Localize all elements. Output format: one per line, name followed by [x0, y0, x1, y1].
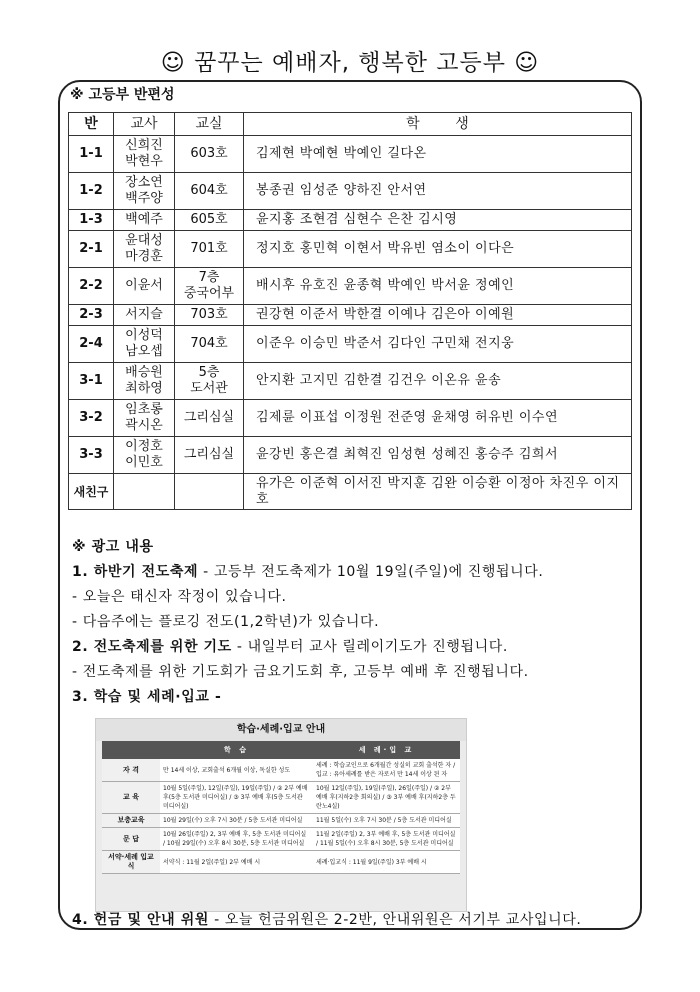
class-teachers — [114, 326, 175, 363]
class-room — [175, 474, 244, 510]
teacher-name: 곽시온 — [125, 418, 163, 433]
poster-row-b: 11월 2일(주일) 2, 3부 예배 후, 5층 도서관 미디어실 / 11월 5일(수) 오후 8시 30분, 5층 도서관 미디어실 — [313, 828, 460, 851]
class-room — [175, 305, 244, 326]
poster-row-b: 세례·입교식 : 11월 9일(주일) 3부 예배 시 — [313, 851, 460, 874]
class-students: 안지환 고지민 김한결 김건우 이온유 윤송 — [244, 363, 632, 400]
notice-1-text: - 고등부 전도축제가 10월 19일(주일)에 진행됩니다. — [198, 564, 544, 580]
class-room — [175, 268, 244, 305]
room-name: 704호 — [190, 336, 228, 351]
class-students: 김제현 박예현 박예인 길다온 — [244, 136, 632, 173]
class-room — [175, 437, 244, 474]
class-ban: 새친구 — [69, 474, 114, 510]
class-ban: 3-2 — [69, 400, 114, 437]
class-students: 정지호 홍민혁 이현서 박유빈 염소이 이다은 — [244, 231, 632, 268]
class-room — [175, 400, 244, 437]
class-row — [69, 231, 632, 268]
teacher-name: 최하영 — [125, 381, 163, 396]
class-room — [175, 210, 244, 231]
teacher-name: 백예주 — [125, 212, 163, 227]
poster-row-label: 보충교육 — [102, 814, 160, 828]
teacher-name: 남오셉 — [125, 344, 163, 359]
teacher-name: 윤대성 — [125, 233, 163, 248]
class-room — [175, 173, 244, 210]
poster-row-label: 문 답 — [102, 828, 160, 851]
poster-row-label: 교 육 — [102, 782, 160, 814]
class-teachers — [114, 437, 175, 474]
poster-corner — [102, 741, 160, 759]
room-name: 5층 — [198, 365, 220, 380]
class-room — [175, 231, 244, 268]
class-students: 배시후 유호진 윤종혁 박예인 박서윤 정예인 — [244, 268, 632, 305]
teacher-name: 마경훈 — [125, 249, 163, 264]
page-title: ☺ 꿈꾸는 예배자, 행복한 고등부 ☺ — [160, 50, 540, 76]
class-ban: 2-3 — [69, 305, 114, 326]
class-row — [69, 474, 632, 510]
room-name: 7층 — [198, 270, 220, 285]
teacher-name: 박현우 — [125, 154, 163, 169]
room-name: 그리심실 — [183, 447, 235, 462]
room-name: 703호 — [190, 307, 228, 322]
class-teachers — [114, 363, 175, 400]
class-teachers — [114, 305, 175, 326]
notice-7 — [72, 909, 581, 929]
class-teachers — [114, 474, 175, 510]
teacher-name: 서지슬 — [125, 307, 163, 322]
poster-row-b: 11월 5일(수) 오후 7시 30분 / 5층 도서관 미디어실 — [313, 814, 460, 828]
poster-col-a: 학 습 — [160, 741, 313, 759]
poster-row-a: 10월 29일(수) 오후 7시 30분 / 5층 도서관 미디어실 — [160, 814, 313, 828]
room-name: 도서관 — [190, 381, 228, 396]
col-students: 학 생 — [244, 113, 632, 136]
poster-row-a: 서약식 : 11월 2일(주일) 2부 예배 시 — [160, 851, 313, 874]
room-name: 중국어부 — [183, 286, 235, 301]
notice-2: - 오늘은 태신자 작정이 있습니다. — [72, 589, 287, 605]
notice-1 — [72, 561, 543, 581]
class-row — [69, 268, 632, 305]
notice-4-title: 2. 전도축제를 위한 기도 — [72, 639, 232, 655]
baptism-info-poster — [95, 718, 467, 912]
class-table-header — [69, 113, 632, 136]
class-teachers — [114, 210, 175, 231]
room-name: 603호 — [190, 146, 228, 161]
poster-row — [102, 782, 460, 814]
class-row — [69, 173, 632, 210]
class-teachers — [114, 231, 175, 268]
class-table — [68, 112, 632, 510]
class-students: 권강현 이준서 박한결 이예나 김은아 이예원 — [244, 305, 632, 326]
poster-row-a: 10월 5일(주일), 12일(주일), 19일(주일) / ② 2부 예배 후(5층 도서관 미디어실) / ③ 3부 예배 후(5층 도서관 미디어실) — [160, 782, 313, 814]
room-name: 701호 — [190, 241, 228, 256]
class-ban: 1-2 — [69, 173, 114, 210]
poster-col-b: 세 례·입 교 — [313, 741, 460, 759]
class-row — [69, 326, 632, 363]
teacher-name: 신희진 — [125, 138, 163, 153]
class-teachers — [114, 136, 175, 173]
class-teachers — [114, 268, 175, 305]
class-teachers — [114, 173, 175, 210]
notice-1-title: 1. 하반기 전도축제 — [72, 564, 199, 580]
teacher-name: 배승원 — [125, 365, 163, 380]
room-name: 605호 — [190, 212, 228, 227]
notice-heading-text: ※ 광고 내용 — [72, 539, 154, 555]
class-ban: 3-1 — [69, 363, 114, 400]
class-room — [175, 136, 244, 173]
class-section-heading: ※ 고등부 반편성 — [70, 87, 175, 103]
class-students: 이준우 이승민 박준서 김다인 구민채 전지웅 — [244, 326, 632, 363]
class-students: 김제륜 이표섭 이정원 전준영 윤채영 허유빈 이수연 — [244, 400, 632, 437]
poster-row-b: 10월 12일(주일), 19일(주일), 26일(주일) / ② 2부 예배 후(지하2층 회의실) / ③ 3부 예배 후(지하2층 두란노4실) — [313, 782, 460, 814]
notice-4-text: - 내일부터 교사 릴레이기도가 진행됩니다. — [231, 639, 508, 655]
class-row — [69, 210, 632, 231]
teacher-name: 이민호 — [125, 455, 163, 470]
class-row — [69, 136, 632, 173]
poster-table — [102, 741, 460, 874]
class-students: 봉종권 임성준 양하진 안서연 — [244, 173, 632, 210]
room-name: 그리심실 — [183, 410, 235, 425]
class-students: 윤강빈 홍은결 최혁진 임성현 성혜진 홍승주 김희서 — [244, 437, 632, 474]
notice-5: - 전도축제를 위한 기도회가 금요기도회 후, 고등부 예배 후 진행됩니다. — [72, 664, 529, 680]
teacher-name: 임초롱 — [125, 402, 163, 417]
col-room: 교실 — [175, 113, 244, 136]
notice-heading — [72, 536, 154, 556]
notice-7-text: - 오늘 헌금위원은 2-2반, 안내위원은 서기부 교사입니다. — [209, 912, 582, 928]
class-ban: 2-2 — [69, 268, 114, 305]
room-name: 604호 — [190, 183, 228, 198]
teacher-name: 이성덕 — [125, 328, 163, 343]
poster-row-a: 만 14세 이상, 교회출석 6개월 이상, 독실한 성도 — [160, 759, 313, 782]
col-teacher: 교사 — [114, 113, 175, 136]
class-ban: 1-3 — [69, 210, 114, 231]
class-room — [175, 363, 244, 400]
notice-6 — [72, 686, 221, 706]
poster-row — [102, 828, 460, 851]
notice-7-title: 4. 헌금 및 안내 위원 — [72, 912, 210, 928]
class-ban: 3-3 — [69, 437, 114, 474]
class-students: 유가은 이준혁 이서진 박지훈 김완 이승환 이정아 차진우 이지호 — [244, 474, 632, 510]
class-students: 윤지홍 조현겸 심현수 은찬 김시영 — [244, 210, 632, 231]
class-ban: 2-1 — [69, 231, 114, 268]
class-ban: 2-4 — [69, 326, 114, 363]
teacher-name: 백주양 — [125, 191, 163, 206]
notice-6-title: 3. 학습 및 세례·입교 - — [72, 689, 222, 705]
class-room — [175, 326, 244, 363]
class-ban: 1-1 — [69, 136, 114, 173]
notice-3: - 다음주에는 플로깅 전도(1,2학년)가 있습니다. — [72, 614, 380, 630]
class-row — [69, 305, 632, 326]
class-row — [69, 437, 632, 474]
teacher-name: 이정호 — [125, 439, 163, 454]
poster-title: 학습·세례·입교 안내 — [96, 719, 466, 741]
poster-row-label: 자 격 — [102, 759, 160, 782]
poster-row-b: 세례 : 학습교인으로 6개월간 성실히 교회 출석한 자 / 입교 : 유아세례를 받은 자로서 만 14세 이상 된 자 — [313, 759, 460, 782]
notice-4 — [72, 636, 508, 656]
teacher-name: 장소연 — [125, 175, 163, 190]
poster-row — [102, 814, 460, 828]
poster-row-a: 10월 26일(주일) 2, 3부 예배 후, 5층 도서관 미디어실 / 10월 29일(수) 오후 8시 30분, 5층 도서관 미디어실 — [160, 828, 313, 851]
poster-row — [102, 759, 460, 782]
teacher-name: 이윤서 — [125, 278, 163, 293]
class-row — [69, 363, 632, 400]
poster-row-label: 서약·세례 입교식 — [102, 851, 160, 874]
poster-row — [102, 851, 460, 874]
class-teachers — [114, 400, 175, 437]
col-ban: 반 — [69, 113, 114, 136]
class-row — [69, 400, 632, 437]
